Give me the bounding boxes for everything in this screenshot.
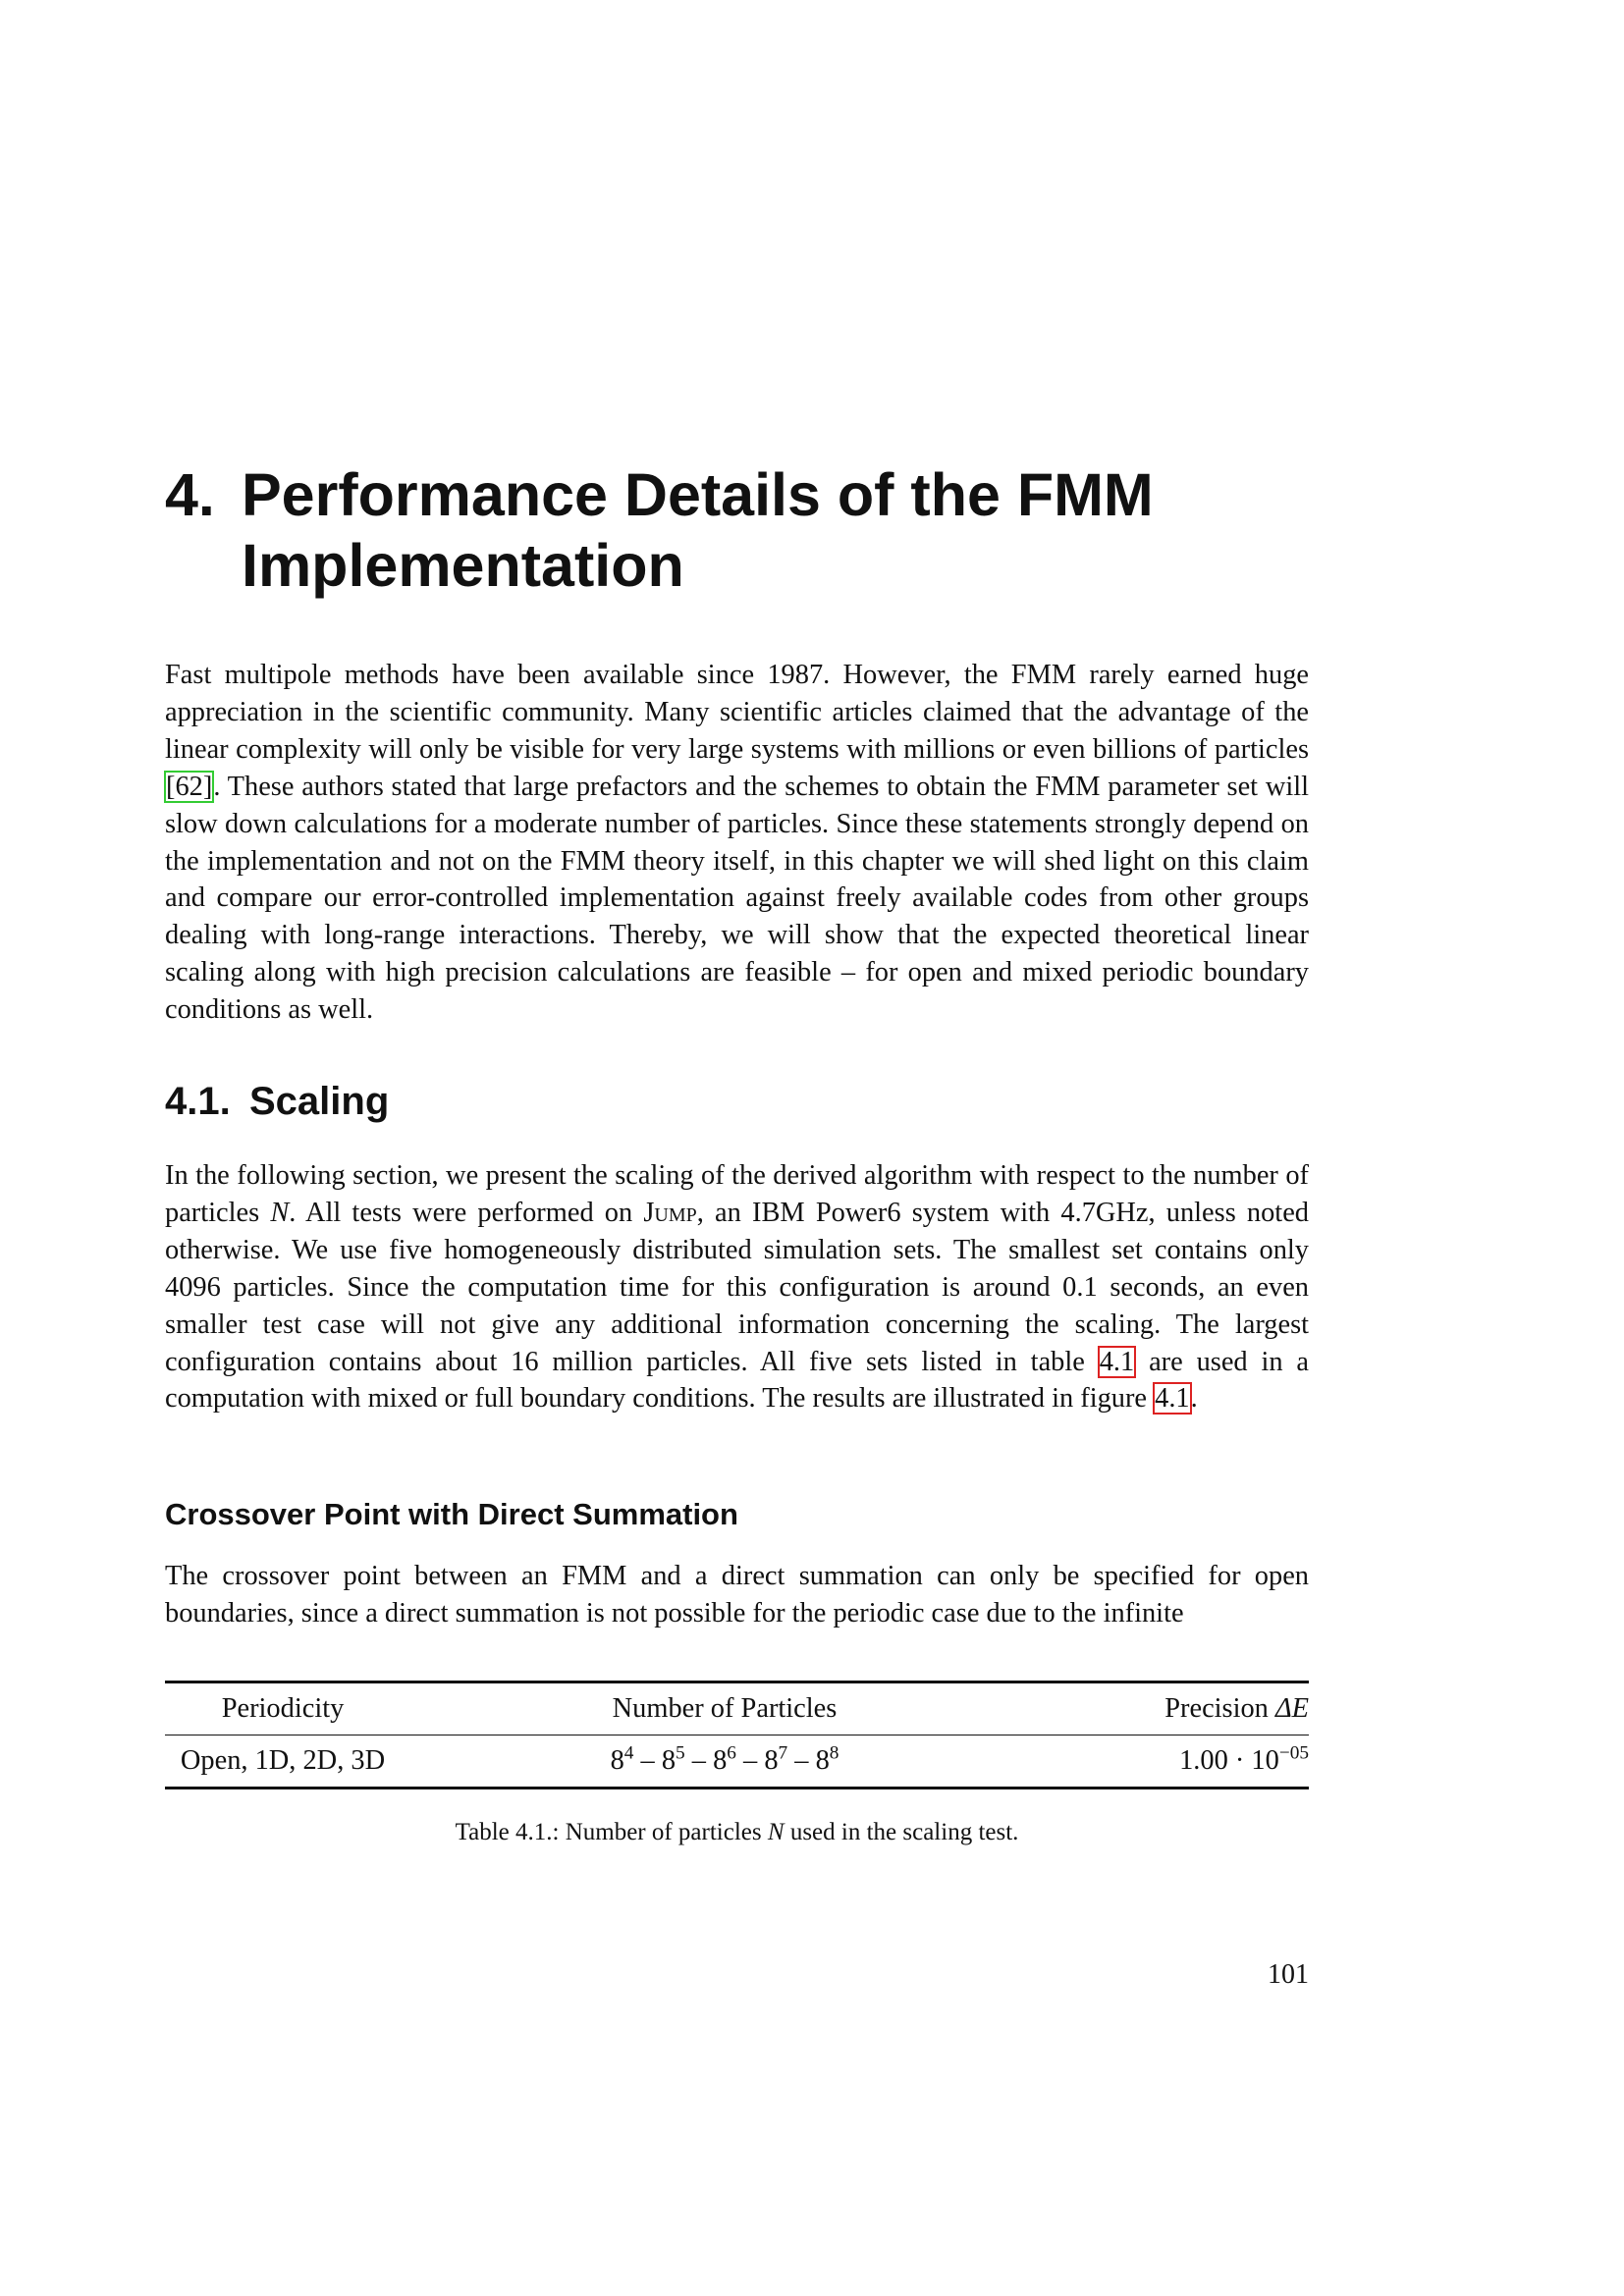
scaling-text-5: . xyxy=(1190,1383,1198,1415)
power-base: 8 xyxy=(610,1745,624,1776)
system-name: Jump xyxy=(643,1197,697,1228)
dash-separator: – xyxy=(787,1745,816,1776)
intro-paragraph xyxy=(165,657,1309,1029)
header-periodicity: Periodicity xyxy=(221,1692,345,1724)
table-row xyxy=(165,1735,1309,1787)
cell-number-of-particles xyxy=(518,1735,931,1787)
chapter-title-line2: Implementation xyxy=(242,532,684,599)
dash-separator: – xyxy=(735,1745,765,1776)
figure-reference-link[interactable]: 4.1 xyxy=(1155,1383,1190,1415)
cell-periodicity: Open, 1D, 2D, 3D xyxy=(180,1745,386,1776)
chapter-heading xyxy=(165,459,1314,601)
power-exponent: 8 xyxy=(829,1742,839,1764)
header-precision xyxy=(1164,1683,1309,1735)
power-exponent: 5 xyxy=(676,1742,685,1764)
subsection-heading: Crossover Point with Direct Summation xyxy=(165,1497,738,1531)
section-title: Scaling xyxy=(249,1080,390,1123)
page-number: 101 xyxy=(1268,1959,1309,1990)
power-exponent: 4 xyxy=(623,1742,634,1764)
table-bottom-rule xyxy=(165,1787,1309,1789)
caption-text-1: Table 4.1.: Number of particles xyxy=(455,1819,768,1845)
caption-text-2: used in the scaling test. xyxy=(784,1819,1019,1845)
chapter-title xyxy=(242,459,1314,601)
chapter-title-line1: Performance Details of the FMM xyxy=(242,461,1154,528)
intro-text-1: Fast multipole methods have been available since 1987. However, the FMM rarely earned huge appreciation in the scientific community. Many scientific articles claimed that the advantage of the linear complexity will only be visible for very large systems with millions or even billions of particles xyxy=(165,660,1309,765)
dash-separator: – xyxy=(633,1745,662,1776)
table-caption xyxy=(165,1817,1309,1848)
power-exponent: 7 xyxy=(778,1742,788,1764)
cell-precision xyxy=(1179,1735,1309,1787)
intro-text-2: . These authors stated that large prefactors and the schemes to obtain the FMM parameter set will slow down calculations for a moderate number of particles. Since these statements strongly depend on the implementation and not on the FMM theory itself, in this chapter we will shed light on this claim and compare our error-controlled implementation against freely available codes from other groups dealing with long-range interactions. Thereby, we will show that the expected theoretical linear scaling along with high precision calculations are feasible – for open and mixed periodic boundary conditions as well. xyxy=(165,771,1309,1026)
crossover-paragraph: The crossover point between an FMM and a direct summation can only be specified for open boundaries, since a direct summation is not possible for the periodic case due to the infinite xyxy=(165,1561,1309,1629)
power-base: 8 xyxy=(661,1745,677,1776)
particles-table xyxy=(165,1681,1309,1789)
precision-mantissa: 1.00 · 10 xyxy=(1179,1745,1279,1776)
header-precision-label: Precision xyxy=(1164,1692,1275,1724)
symbol-n: N xyxy=(270,1197,290,1228)
power-base: 8 xyxy=(815,1745,830,1776)
header-number-of-particles: Number of Particles xyxy=(612,1692,838,1724)
scaling-paragraph xyxy=(165,1157,1309,1417)
power-base: 8 xyxy=(764,1745,779,1776)
scaling-text-3: , an IBM Power6 system with 4.7GHz, unless noted otherwise. We use five homogeneously distributed simulation sets. The smallest set contains only 4096 particles. Since the computation time for this configuration is around 0.1 seconds, an even smaller test case will not give any additional information concerning the scaling. The largest configuration contains about 16 million particles. All five sets listed in table xyxy=(165,1197,1309,1377)
chapter-number: 4. xyxy=(165,461,215,528)
section-number: 4.1. xyxy=(165,1080,231,1123)
section-heading xyxy=(165,1078,389,1125)
citation-link[interactable]: [62] xyxy=(166,771,213,802)
scaling-text-2: . All tests were performed on xyxy=(289,1197,644,1228)
caption-symbol: N xyxy=(767,1819,785,1845)
precision-exponent: −05 xyxy=(1278,1742,1309,1764)
table-header-row xyxy=(165,1683,1309,1735)
scaling-text-1: In the following section, we present the scaling of the derived algorithm with respect to the number of particles xyxy=(165,1160,1309,1228)
table-reference-link[interactable]: 4.1 xyxy=(1099,1346,1135,1377)
header-precision-symbol: ΔE xyxy=(1274,1692,1309,1724)
dash-separator: – xyxy=(684,1745,714,1776)
power-base: 8 xyxy=(713,1745,728,1776)
power-exponent: 6 xyxy=(727,1742,736,1764)
scaling-text-4: are used in a computation with mixed or full boundary conditions. The results are illustrated in figure xyxy=(165,1346,1309,1415)
